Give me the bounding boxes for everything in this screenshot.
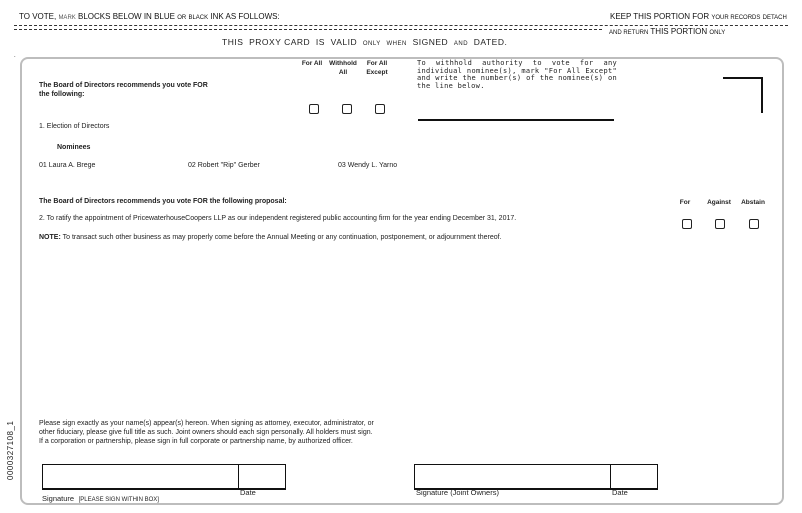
election-label: 1. Election of Directors [39, 123, 110, 130]
validity-notice: THIS PROXY CARD IS VALID ONLY WHEN SIGNED AND DATED. [222, 37, 508, 47]
return-portion-header: AND RETURN THIS PORTION ONLY [609, 27, 726, 36]
signature-label: Signature [PLEASE SIGN WITHIN BOX] [42, 494, 159, 503]
proposal2-abstain-checkbox[interactable] [749, 219, 759, 229]
col-for-all: For All [301, 60, 323, 67]
detach-line-1 [14, 25, 788, 26]
col-against: Against [707, 199, 731, 206]
for-all-checkbox[interactable] [309, 104, 319, 114]
board-recommendation-2: The Board of Directors recommends you vote FOR the following proposal: [39, 198, 287, 205]
joint-signature-label: Signature (Joint Owners) [416, 488, 499, 497]
corner-mark [723, 77, 763, 113]
for-all-except-checkbox[interactable] [375, 104, 385, 114]
nominee-01: 01 Laura A. Brege [39, 162, 96, 169]
keep-portion-header: KEEP THIS PORTION FOR YOUR RECORDS DETACH [610, 12, 787, 21]
detach-line-2 [14, 29, 602, 30]
vote-instructions-header: TO VOTE, MARK BLOCKS BELOW IN BLUE OR BLACK INK AS FOLLOWS: [19, 12, 280, 21]
side-control-code: 0000327108_1 [6, 420, 15, 480]
nominee-02: 02 Robert "Rip" Gerber [188, 162, 260, 169]
signing-instructions: Please sign exactly as your name(s) appear(s) hereon. When signing as attorney, executor, administrator, or other fiduciary, please give full title as such. Joint owners should each sign personally. All holders must sign. If a corporation or partnership, please sign in full corporate or partnership name, by authorized officer. [39, 420, 374, 445]
withhold-all-checkbox[interactable] [342, 104, 352, 114]
board-recommendation-1: The Board of Directors recommends you vote FOR the following: [39, 82, 208, 98]
nominee-03: 03 Wendy L. Yarno [338, 162, 398, 169]
withhold-instruction: To withhold authority to vote for any individual nominee(s), mark "For All Except" and write the number(s) of the nominee(s) on the line below. [417, 59, 617, 90]
proposal2-against-checkbox[interactable] [715, 219, 725, 229]
ratify-proposal-text: 2. To ratify the appointment of PricewaterhouseCoopers LLP as our independent registered public accounting firm for the year ending December 31, 2017. [39, 215, 517, 222]
date-label: Date [240, 488, 256, 497]
nominee-number-line[interactable] [418, 119, 614, 121]
margin-dot: . [14, 53, 16, 59]
joint-date-label: Date [612, 488, 628, 497]
nominees-heading: Nominees [57, 144, 91, 151]
col-for-all-except: For All Except [366, 60, 388, 76]
note-text: NOTE: To transact such other business as may properly come before the Annual Meeting or any continuation, postponement, or adjournment thereof. [39, 234, 502, 241]
col-withhold-all: Withhold All [329, 60, 357, 76]
signature-box[interactable] [42, 464, 239, 490]
proposal2-for-checkbox[interactable] [682, 219, 692, 229]
joint-date-box[interactable] [610, 464, 658, 490]
date-box[interactable] [238, 464, 286, 490]
col-abstain: Abstain [741, 199, 765, 206]
col-for: For [679, 199, 691, 206]
joint-signature-box[interactable] [414, 464, 611, 490]
